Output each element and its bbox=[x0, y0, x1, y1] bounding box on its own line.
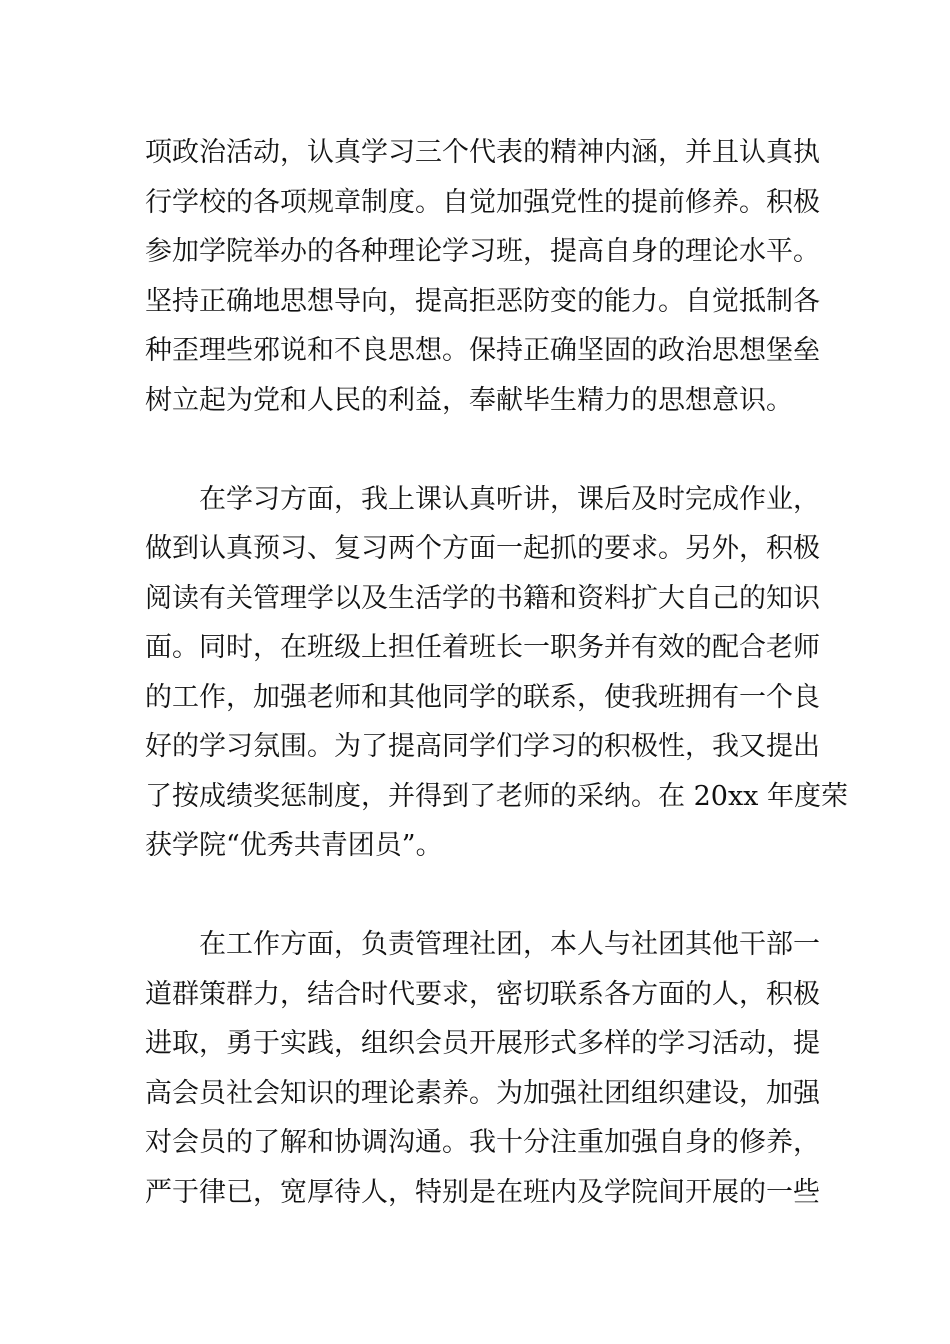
paragraph-work bbox=[145, 920, 820, 1217]
paragraph-political bbox=[145, 128, 820, 425]
text-line: 对会员的了解和协调沟通。我十分注重加强自身的修养， bbox=[145, 1127, 820, 1158]
text-line: 阅读有关管理学以及生活学的书籍和资料扩大自己的知识 bbox=[145, 582, 820, 614]
text-line: 做到认真预习、复习两个方面一起抓的要求。另外，积极 bbox=[145, 533, 820, 564]
text-line: 获学院“优秀共青团员”。 bbox=[145, 830, 443, 861]
document-body bbox=[145, 128, 848, 1217]
text-line: 严于律已，宽厚待人，特别是在班内及学院间开展的一些 bbox=[145, 1176, 820, 1208]
text-line: 参加学院举办的各种理论学习班，提高自身的理论水平。 bbox=[145, 236, 820, 267]
text-line: 高会员社会知识的理论素养。为加强社团组织建设，加强 bbox=[145, 1077, 820, 1109]
text-line: 了按成绩奖惩制度，并得到了老师的采纳。在 20xx 年度荣 bbox=[145, 780, 848, 812]
text-line: 进取，勇于实践，组织会员开展形式多样的学习活动，提 bbox=[145, 1028, 820, 1059]
text-line: 在工作方面，负责管理社团，本人与社团其他干部一 bbox=[145, 929, 820, 960]
text-line: 在学习方面，我上课认真听讲，课后及时完成作业， bbox=[145, 483, 820, 515]
paragraph-spacer bbox=[145, 871, 810, 921]
text-line: 的工作，加强老师和其他同学的联系，使我班拥有一个良 bbox=[145, 681, 820, 713]
text-line: 坚持正确地思想导向，提高拒恶防变的能力。自觉抵制各 bbox=[145, 285, 820, 317]
text-line: 项政治活动，认真学习三个代表的精神内涵，并且认真执 bbox=[145, 137, 820, 168]
text-line: 道群策群力，结合时代要求，密切联系各方面的人，积极 bbox=[145, 978, 820, 1010]
paragraph-study bbox=[145, 475, 848, 871]
text-line: 种歪理些邪说和不良思想。保持正确坚固的政治思想堡垒 bbox=[145, 335, 820, 366]
text-line: 行学校的各项规章制度。自觉加强党性的提前修养。积极 bbox=[145, 186, 820, 218]
text-line: 树立起为党和人民的利益，奉献毕生精力的思想意识。 bbox=[145, 384, 793, 416]
paragraph-spacer bbox=[145, 425, 810, 475]
text-line: 好的学习氛围。为了提高同学们学习的积极性，我又提出 bbox=[145, 731, 820, 762]
text-line: 面。同时，在班级上担任着班长一职务并有效的配合老师 bbox=[145, 632, 820, 663]
